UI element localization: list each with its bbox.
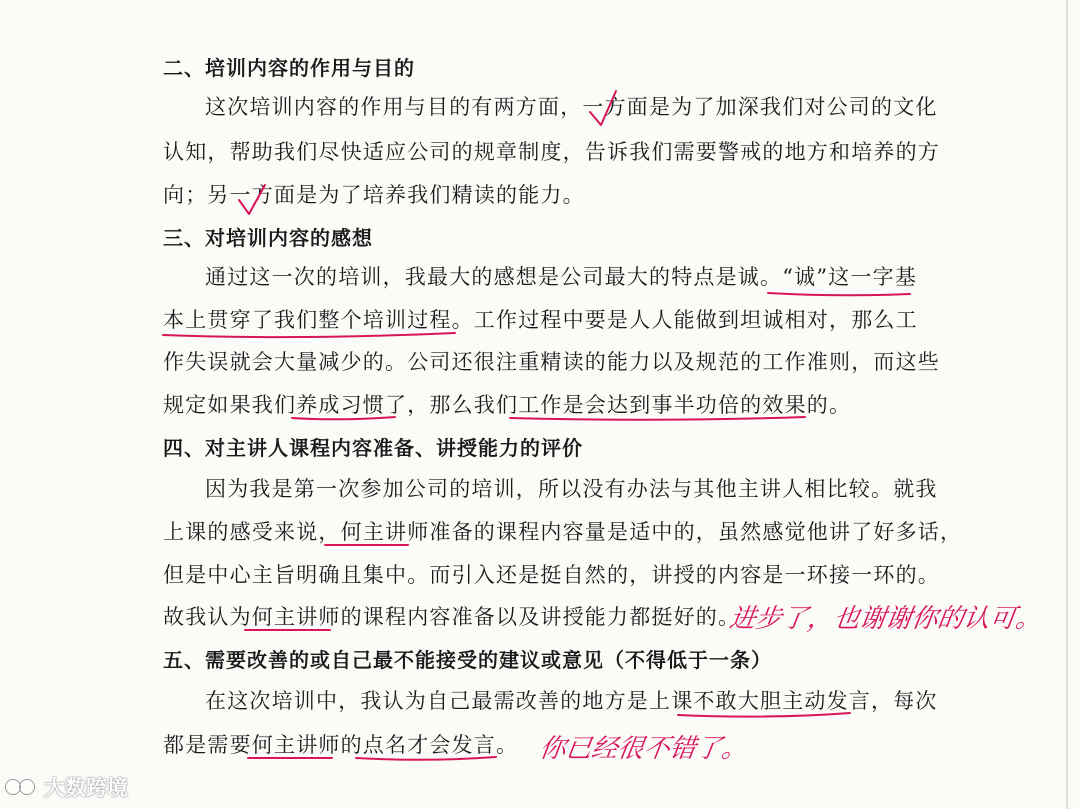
section-3-line-1: 通过这一次的培训，我最大的感想是公司最大的特点是诚。“诚”这一字基 <box>205 265 918 289</box>
section-3-heading: 三、对培训内容的感想 <box>163 226 373 250</box>
handwritten-comment-1: 进步了，也谢谢你的认可。 <box>727 604 1044 634</box>
section-3-line-2: 本上贯穿了我们整个培训过程。工作过程中要是人人能做到坦诚相对，那么工 <box>163 308 918 332</box>
section-2-line-1: 这次培训内容的作用与目的有两方面，一方面是为了加深我们对公司的文化 <box>205 95 938 119</box>
section-4-heading: 四、对主讲人课程内容准备、讲授能力的评价 <box>163 436 583 460</box>
section-5-line-2: 都是需要何主讲师的点名才会发言。 <box>163 733 519 757</box>
handwritten-comment-2: 你已经很不错了。 <box>537 734 750 764</box>
section-4-line-3: 但是中心主旨明确且集中。而引入还是挺自然的，讲授的内容是一环接一环的。 <box>163 563 940 587</box>
watermark <box>4 772 128 802</box>
section-3-line-4: 规定如果我们养成习惯了，那么我们工作是会达到事半功倍的效果的。 <box>163 393 852 417</box>
section-4-line-2: 上课的感受来说，何主讲师准备的课程内容量是适中的，虽然感觉他讲了好多话， <box>163 520 963 544</box>
watermark-text: 大数跨境 <box>44 776 128 800</box>
section-4-line-1: 因为我是第一次参加公司的培训，所以没有办法与其他主讲人相比较。就我 <box>205 477 938 501</box>
section-5-heading: 五、需要改善的或自己最不能接受的建议或意见（不得低于一条） <box>163 648 772 672</box>
underline-sincerity-1 <box>768 293 910 295</box>
section-4-line-4: 故我认为何主讲师的课程内容准备以及讲授能力都挺好的。 <box>163 605 741 629</box>
section-5-line-1: 在这次培训中，我认为自己最需改善的地方是上课不敢大胆主动发言，每次 <box>205 689 938 713</box>
section-3-line-3: 作失误就会大量减少的。公司还很注重精读的能力以及规范的工作准则，而这些 <box>163 350 940 374</box>
section-2-heading: 二、培训内容的作用与目的 <box>163 56 415 80</box>
section-2-line-2: 认知，帮助我们尽快适应公司的规章制度，告诉我们需要警戒的地方和培养的方 <box>163 140 940 164</box>
page-edge <box>1066 0 1068 809</box>
watermark-logo-icon <box>4 776 38 798</box>
section-2-line-3: 向；另一方面是为了培养我们精读的能力。 <box>163 183 585 207</box>
